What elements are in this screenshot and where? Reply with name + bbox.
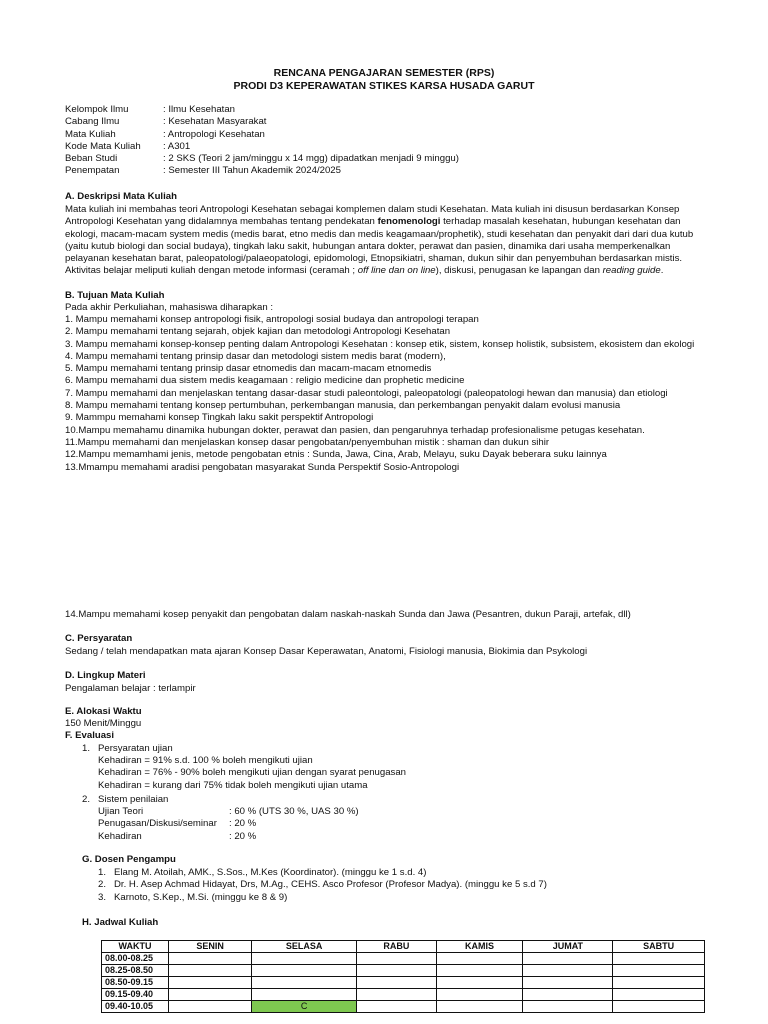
meta-key: Kode Mata Kuliah (65, 140, 141, 152)
grading-component: Kehadiran (98, 830, 142, 842)
evaluation-item-2-number: 2. (82, 794, 91, 805)
meta-key: Cabang Ilmu (65, 116, 120, 128)
schedule-cell (357, 989, 437, 1001)
lecturer-name: Elang M. Atoilah, AMK., S.Sos., M.Kes (Koordinator). (minggu ke 1 s.d. 4) (114, 867, 427, 878)
schedule-cell (252, 977, 357, 989)
schedule-cell (436, 953, 523, 965)
schedule-cell (357, 1001, 437, 1013)
section-a-description (65, 204, 705, 278)
lecturer-number: 1. (98, 867, 107, 878)
activity-paragraph: Aktivitas belajar meliputi kuliah dengan metode informasi (ceramah ; off line dan on line), diskusi, penugasan ke lapangan dan reading guide. (65, 265, 664, 277)
schedule-cell (523, 977, 613, 989)
lecturer-number: 2. (98, 879, 107, 891)
lecturer-item (98, 892, 547, 904)
document-subtitle: PRODI D3 KEPERAWATAN STIKES KARSA HUSADA GARUT (233, 80, 535, 92)
schedule-cell (613, 977, 705, 989)
meta-key: Beban Studi (65, 153, 118, 165)
schedule-time-cell: 08.25-08.50 (102, 965, 169, 977)
objective-item: 10.Mampu memahamu dinamika hubungan dokter, perawat dan pasien, dan pengaruhnya terhadap profesionalisme petugas kesehatan. (65, 424, 645, 436)
schedule-cell (169, 977, 252, 989)
schedule-column-header: WAKTU (102, 941, 169, 953)
schedule-row (102, 965, 705, 977)
meta-key: Mata Kuliah (65, 128, 116, 140)
schedule-cell (169, 989, 252, 1001)
objective-item: 5. Mampu memahami tentang prinsip dasar etnomedis dan macam-macam etnomedis (65, 363, 432, 375)
schedule-cell (523, 989, 613, 1001)
grading-weight: : 20 % (229, 830, 257, 842)
schedule-cell (436, 965, 523, 977)
grading-row (98, 818, 359, 830)
schedule-time-cell: 09.15-09.40 (102, 989, 169, 1001)
evaluation-item-1-number: 1. (82, 743, 91, 754)
schedule-cell (169, 1001, 252, 1013)
lecturer-name: Dr. H. Asep Achmad Hidayat, Drs, M.Ag., CEHS. Asco Profesor (Profesor Madya). (minggu ke 5 s.d 7) (114, 879, 547, 891)
schedule-row (102, 1001, 705, 1013)
schedule-cell (613, 953, 705, 965)
meta-row (65, 104, 459, 116)
schedule-cell (613, 1001, 705, 1013)
meta-value: : Kesehatan Masyarakat (163, 116, 267, 128)
section-b-heading: B. Tujuan Mata Kuliah (65, 290, 165, 301)
evaluation-item-1-label: Persyaratan ujian (98, 743, 173, 754)
objective-item: 12.Mampu memamhami jenis, metode pengobatan etnis : Sunda, Jawa, Cina, Arab, Melayu, suku Dayak beberara suku lainnya (65, 449, 607, 461)
meta-key: Penempatan (65, 165, 120, 177)
schedule-cell (252, 989, 357, 1001)
attendance-requirements (98, 755, 406, 792)
schedule-row (102, 953, 705, 965)
schedule-row (102, 977, 705, 989)
section-a-heading: A. Deskripsi Mata Kuliah (65, 191, 177, 202)
schedule-cell (523, 953, 613, 965)
objective-item: 9. Mammpu memahami konsep Tingkah laku sakit perspektif Antropologi (65, 412, 374, 424)
schedule-cell (436, 989, 523, 1001)
schedule-cell (523, 1001, 613, 1013)
schedule-column-header: SELASA (252, 941, 357, 953)
objective-item: 13.Mmampu memahami aradisi pengobatan masyarakat Sunda Perspektif Sosio-Antropologi (65, 461, 460, 473)
document-title: RENCANA PENGAJARAN SEMESTER (RPS) (273, 67, 495, 79)
lecturer-number: 3. (98, 891, 107, 903)
meta-value: : 2 SKS (Teori 2 jam/minggu x 14 mgg) dipadatkan menjadi 9 minggu) (163, 153, 459, 165)
requirement-line: Kehadiran = 91% s.d. 100 % boleh mengikuti ujian (98, 755, 313, 766)
schedule-cell (357, 965, 437, 977)
grading-system (98, 806, 359, 843)
evaluation-item-2-label: Sistem penilaian (98, 794, 169, 805)
section-e-text: 150 Menit/Minggu (65, 718, 142, 729)
schedule-time-cell: 08.00-08.25 (102, 953, 169, 965)
requirement-line: Kehadiran = kurang dari 75% tidak boleh mengikuti ujian utama (98, 779, 368, 791)
schedule-cell (613, 989, 705, 1001)
section-h-heading: H. Jadwal Kuliah (82, 917, 159, 928)
schedule-cell: C (252, 1001, 357, 1013)
schedule-cell (436, 1001, 523, 1013)
schedule-cell (169, 965, 252, 977)
schedule-cell (523, 965, 613, 977)
schedule-table (101, 940, 705, 1013)
lecturer-list (98, 867, 547, 904)
section-c-heading: C. Persyaratan (65, 633, 133, 644)
objective-item: 4. Mampu memahami tentang prinsip dasar dan metodologi sistem medis barat (modern), (65, 350, 446, 362)
meta-value: : Semester III Tahun Akademik 2024/2025 (163, 165, 341, 177)
objectives-list (65, 314, 694, 474)
schedule-cell (252, 953, 357, 965)
schedule-row (102, 989, 705, 1001)
schedule-column-header: SABTU (613, 941, 705, 953)
grading-row (98, 806, 359, 818)
meta-key: Kelompok Ilmu (65, 104, 129, 115)
grading-component: Ujian Teori (98, 806, 144, 817)
section-f-heading: F. Evaluasi (65, 730, 115, 741)
lecturer-name: Karnoto, S.Kep., M.Si. (minggu ke 8 & 9) (114, 891, 288, 903)
meta-row (65, 141, 459, 153)
section-e-heading: E. Alokasi Waktu (65, 706, 142, 717)
objective-item-14: 14.Mampu memahami kosep penyakit dan pengobatan dalam naskah-naskah Sunda dan Jawa (Pesantren, dukun Paraji, artefak, dll) (65, 609, 631, 620)
objective-item: 2. Mampu memahami tentang sejarah, objek kajian dan metodologi Antropologi Kesehatan (65, 326, 451, 338)
schedule-time-cell: 08.50-09.15 (102, 977, 169, 989)
schedule-column-header: SENIN (169, 941, 252, 953)
schedule-column-header: KAMIS (436, 941, 523, 953)
grading-weight: : 60 % (UTS 30 %, UAS 30 %) (229, 806, 359, 817)
grading-row (98, 831, 359, 843)
schedule-cell (613, 965, 705, 977)
lecturer-item (98, 879, 547, 891)
meta-row (65, 165, 459, 177)
meta-value: : Antropologi Kesehatan (163, 128, 265, 140)
grading-component: Penugasan/Diskusi/seminar (98, 818, 217, 830)
objective-item: 7. Mampu memahami dan menjelaskan tentang dasar-dasar studi paleontologi, paleopatologi (paleopatologi hewan dan manusia) dan etiologi (65, 387, 668, 399)
meta-value: : Ilmu Kesehatan (163, 104, 235, 115)
description-paragraph: Mata kuliah ini membahas teori Antropologi Kesehatan sebagai komplemen dalam studi Kesehatan. Mata kuliah ini disusun berdasarkan Konsep Antropologi Kesehatan yang didalamnya membahas tentang pendekatan fenomenologi terhadap masalah kesehatan, hubungan kesehatan dan ekologi, macam-macam system medis (medis barat, etno medis dan medis keagamaan/prophetik), studi kesehatan dan penyakit dari dari dua kutub (yaitu kutub biologi dan social budaya), tingkah laku sakit, hubungan antara dokter, perawat dan pasien, dinamika dari usaha memperkenalkan pelayanan kesehatan barat, paleopatologi/palaeopatologi, epidomologi, Etnopsikiatri, shaman, dukun sihir dan penyembuhan berdasarkan mistis. (65, 204, 694, 265)
meta-value: : A301 (163, 140, 191, 152)
section-g-heading: G. Dosen Pengampu (82, 854, 176, 865)
requirement-line: Kehadiran = 76% - 90% boleh mengikuti ujian dengan syarat penugasan (98, 767, 407, 779)
schedule-column-header: JUMAT (523, 941, 613, 953)
grading-weight: : 20 % (229, 818, 257, 830)
schedule-time-cell: 09.40-10.05 (102, 1001, 169, 1013)
meta-row (65, 153, 459, 165)
section-b-intro: Pada akhir Perkuliahan, mahasiswa diharapkan : (65, 302, 273, 313)
objective-item: 6. Mampu memahami dua sistem medis keagamaan : religio medicine dan prophetic medicine (65, 375, 465, 387)
schedule-cell (357, 953, 437, 965)
course-meta (65, 104, 459, 178)
lecturer-item (98, 867, 547, 879)
schedule-header-row (102, 941, 705, 953)
schedule-cell (436, 977, 523, 989)
schedule-cell (252, 965, 357, 977)
meta-row (65, 116, 459, 128)
objective-item: 3. Mampu memahami konsep-konsep penting dalam Antropologi Kesehatan : konsep etik, sistem, konsep holistik, subsistem, ekosistem dan ekologi (65, 338, 695, 350)
objective-item: 11.Mampu memahami dan menjelaskan konsep dasar pengobatan/penyembuhan mistik : shaman dan dukun sihir (65, 436, 550, 448)
section-d-heading: D. Lingkup Materi (65, 670, 146, 681)
schedule-cell (169, 953, 252, 965)
schedule-column-header: RABU (357, 941, 437, 953)
section-c-text: Sedang / telah mendapatkan mata ajaran Konsep Dasar Keperawatan, Anatomi, Fisiologi manusia, Biokimia dan Psykologi (65, 646, 588, 657)
objective-item: 8. Mampu memahami tentang konsep pertumbuhan, perkembangan manusia, dan perkembangan penyakit dalam evolusi manusia (65, 400, 621, 412)
meta-row (65, 129, 459, 141)
section-d-text: Pengalaman belajar : terlampir (65, 683, 196, 694)
objective-item: 1. Mampu memahami konsep antropologi fisik, antropologi sosial budaya dan antropologi terapan (65, 314, 479, 325)
schedule-cell (357, 977, 437, 989)
